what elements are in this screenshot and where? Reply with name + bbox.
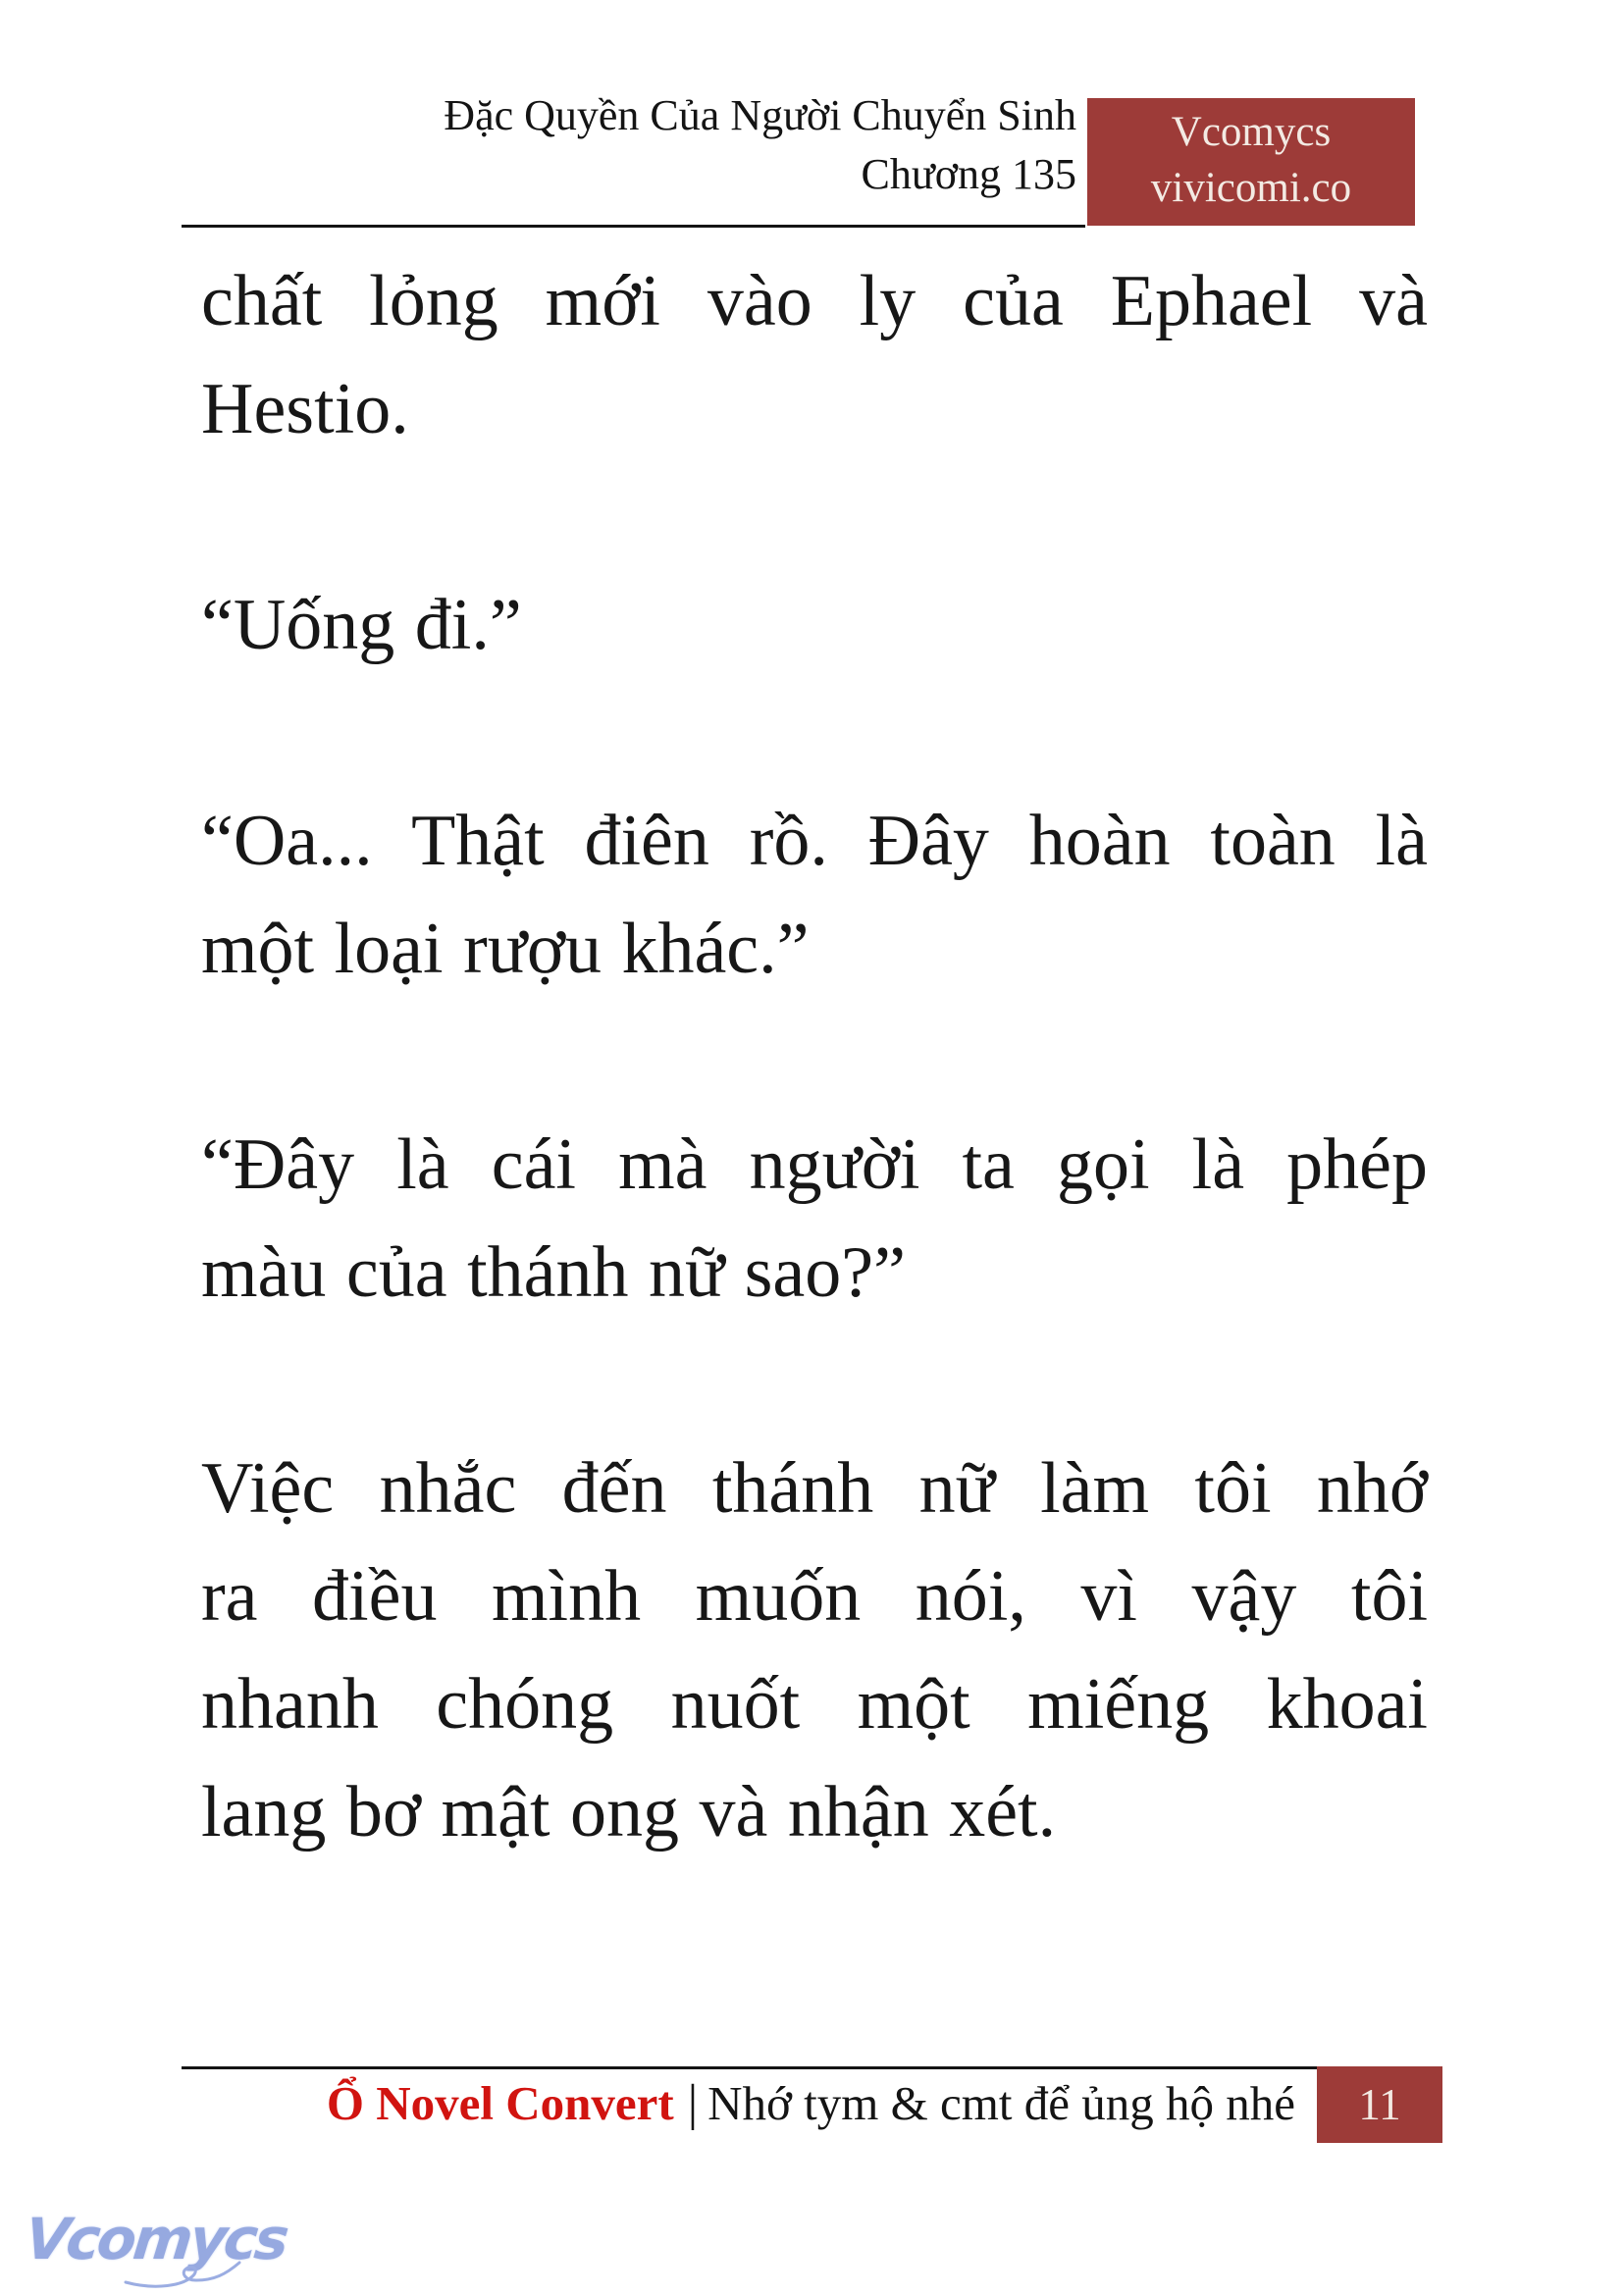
brand-badge <box>1087 98 1415 226</box>
footer-divider <box>182 2066 1317 2069</box>
paragraph <box>201 247 1428 463</box>
page-number: 11 <box>1358 2080 1401 2129</box>
paragraph <box>201 571 1428 679</box>
text-line: “Oa... Thật điên rồ. Đây hoàn toàn là <box>201 801 1428 881</box>
footer-note: Nhớ tym & cmt để ủng hộ nhé <box>707 2076 1295 2130</box>
watermark-text: Vcomycs <box>22 2206 289 2272</box>
text-line: chất lỏng mới vào ly của Ephael và <box>201 261 1428 341</box>
paragraph <box>201 1434 1428 1866</box>
paragraph <box>201 787 1428 1003</box>
text-line: màu của thánh nữ sao?” <box>201 1232 906 1313</box>
vcomycs-watermark-logo <box>22 2206 289 2292</box>
footer-brand: Ổ Novel Convert <box>326 2076 674 2130</box>
text-line: Hestio. <box>201 369 409 449</box>
text-line: “Đây là cái mà người ta gọi là phép <box>201 1124 1428 1205</box>
footer-separator: | <box>687 2075 699 2131</box>
text-line: nhanh chóng nuốt một miếng khoai <box>201 1664 1428 1745</box>
page-footer <box>182 2073 1307 2134</box>
header-divider <box>182 225 1085 228</box>
brand-site: vivicomi.co <box>1150 165 1352 211</box>
chapter-label: Chương 135 <box>861 150 1076 198</box>
book-title: Đặc Quyền Của Người Chuyển Sinh <box>444 91 1076 139</box>
brand-name: Vcomycs <box>1171 109 1332 155</box>
page-header <box>182 86 1076 204</box>
body-text <box>201 247 1428 1866</box>
text-line: Việc nhắc đến thánh nữ làm tôi nhớ <box>201 1448 1428 1529</box>
watermark-flourish-icon <box>116 2257 253 2290</box>
text-line: “Uống đi.” <box>201 585 522 665</box>
text-line: lang bơ mật ong và nhận xét. <box>201 1772 1057 1852</box>
text-line: ra điều mình muốn nói, vì vậy tôi <box>201 1556 1428 1637</box>
page-number-badge <box>1317 2066 1442 2143</box>
text-line: một loại rượu khác.” <box>201 909 810 989</box>
paragraph <box>201 1111 1428 1327</box>
